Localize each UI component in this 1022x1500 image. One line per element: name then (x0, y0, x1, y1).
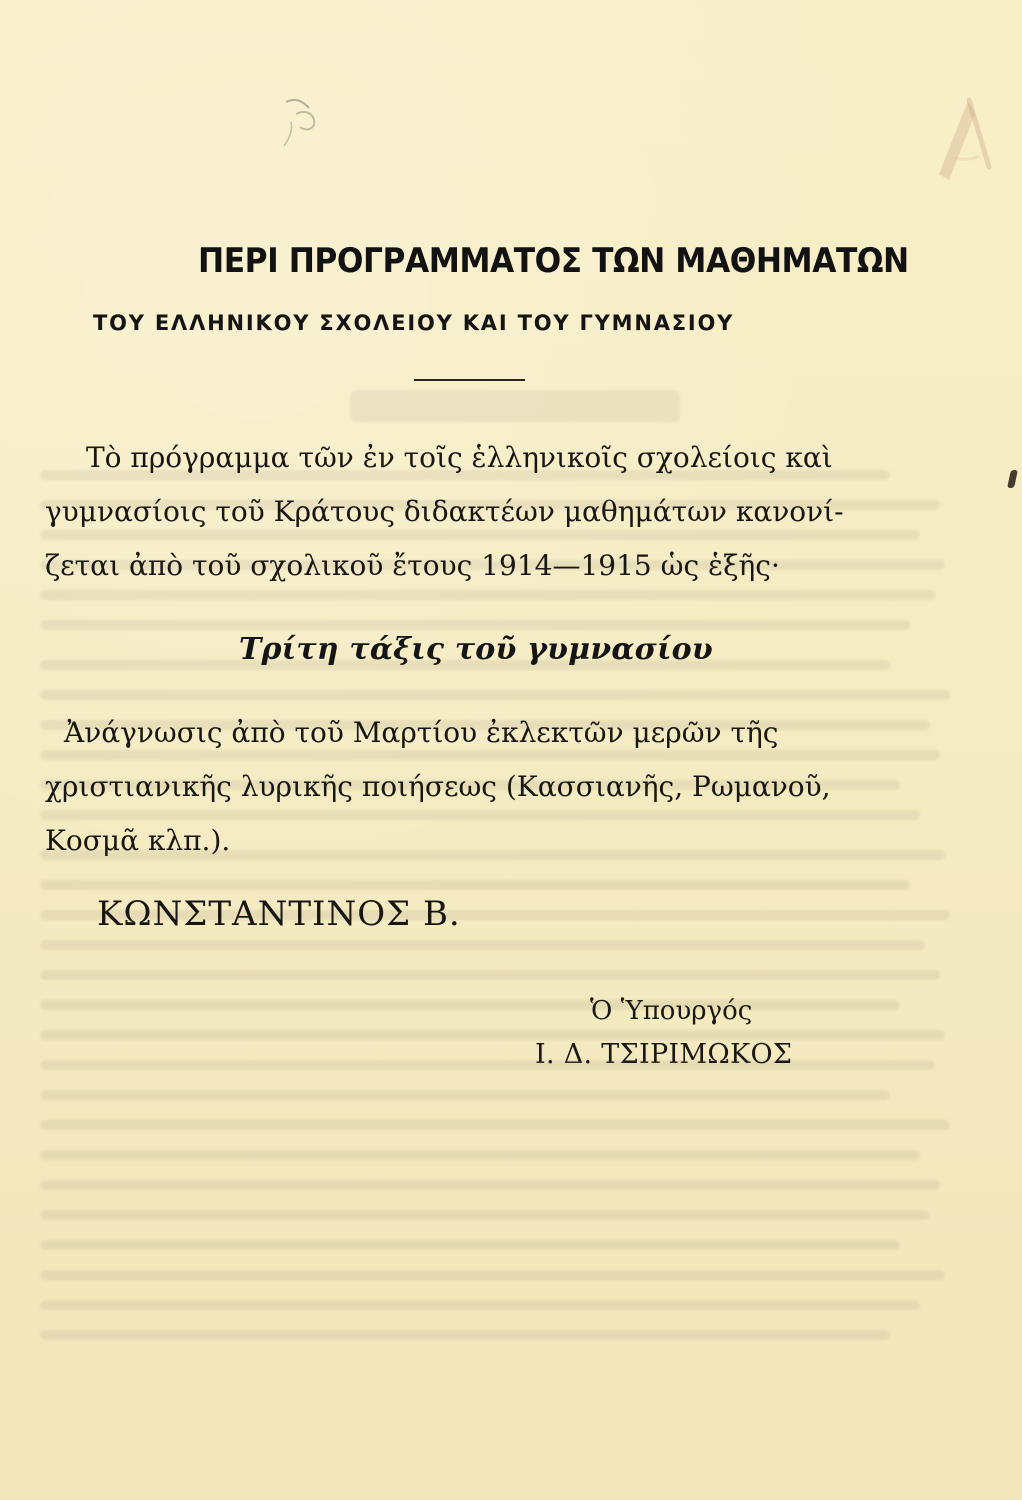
program-paragraph-line: γυμνασίοις τοῦ Κράτους διδακτέων μαθημάτων κανονί- (45, 495, 844, 528)
bleed-line (40, 1060, 935, 1070)
document-title: ΠΕΡΙ ΠΡΟΓΡΑΜΜΑΤΟΣ ΤΩΝ ΜΑΘΗΜΑΤΩΝ (198, 241, 909, 281)
minister-name: Ι. Δ. ΤΣΙΡΙΜΩΚΟΣ (535, 1039, 793, 1070)
bleed-line (40, 880, 910, 890)
title-divider (414, 379, 525, 381)
bleed-line (40, 970, 940, 980)
pencil-mark-right (925, 88, 1005, 198)
program-paragraph-line: Τὸ πρόγραμμα τῶν ἐν τοῖς ἑλληνικοῖς σχολείοις καὶ (86, 441, 833, 474)
reading-paragraph-line: χριστιανικῆς λυρικῆς ποιήσεως (Κασσιανῆς, Ρωμανοῦ, (45, 770, 831, 803)
royal-signature: ΚΩΝΣΤΑΝΤΙΝΟΣ Β. (97, 894, 461, 934)
bleed-line (40, 1120, 950, 1130)
bleed-line (40, 1000, 900, 1010)
reading-paragraph-line: Κοσμᾶ κλπ.). (45, 824, 231, 857)
bleed-line (40, 1300, 920, 1310)
bleed-line (40, 1330, 890, 1340)
class-subheading: Τρίτη τάξις τοῦ γυμνασίου (239, 632, 713, 667)
bleed-line (40, 940, 925, 950)
archive-mark-top (276, 94, 328, 152)
edge-mark (1007, 470, 1018, 488)
bleed-line (40, 1210, 930, 1220)
reading-paragraph-line: Ἀνάγνωσις ἀπὸ τοῦ Μαρτίου ἐκλεκτῶν μερῶν τῆς (64, 716, 779, 749)
bleed-line (40, 1150, 920, 1160)
bleed-line (40, 1090, 890, 1100)
bleed-line (40, 1240, 900, 1250)
program-paragraph-line: ζεται ἀπὸ τοῦ σχολικοῦ ἔτους 1914—1915 ὡς ἑξῆς· (45, 549, 780, 582)
minister-title: Ὁ Ὑπουργός (590, 996, 753, 1026)
document-subtitle: ΤΟΥ ΕΛΛΗΝΙΚΟΥ ΣΧΟΛΕΙΟΥ ΚΑΙ ΤΟΥ ΓΥΜΝΑΣΙΟΥ (93, 311, 735, 335)
bleed-title-shape (350, 390, 680, 422)
bleed-line (40, 1030, 945, 1040)
bleed-line (40, 1180, 940, 1190)
bleed-line (40, 620, 910, 630)
bleed-line (40, 690, 950, 700)
bleed-line (40, 1270, 945, 1280)
